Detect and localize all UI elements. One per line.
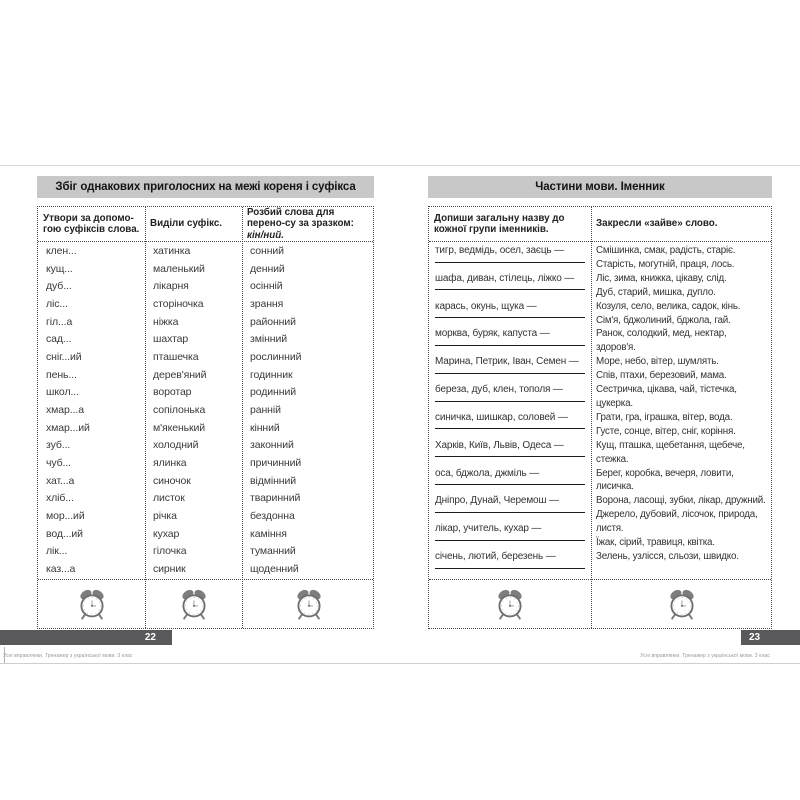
word-stem: хат...а	[46, 474, 75, 487]
word-stem: хмар...ий	[46, 421, 90, 434]
left-exercise-table	[37, 206, 374, 629]
word-with-suffix: м'якенький	[153, 421, 206, 434]
right-page-number: 23	[749, 632, 761, 643]
word-set: Ворона, ласощі, зубки, лікар, дружний.	[596, 495, 766, 507]
word-with-suffix: гілочка	[153, 545, 187, 558]
column-divider	[242, 207, 243, 628]
word-set: Кущ, пташка, щебетання, щебече, стежка.	[596, 439, 745, 465]
word-for-hyphenation: родинний	[250, 386, 296, 399]
right-page-number-bar	[741, 630, 800, 645]
clock-row-divider	[429, 579, 771, 580]
answer-blank-line	[435, 401, 585, 402]
right-col1-header: Допиши загальну назву до кожної групи іменників.	[434, 212, 565, 235]
word-stem: школ...	[46, 386, 79, 399]
word-for-hyphenation: законний	[250, 439, 294, 452]
answer-blank-line	[435, 373, 585, 374]
answer-blank-line	[435, 456, 585, 457]
noun-group-words: оса, бджола, джміль —	[435, 467, 540, 479]
word-stem: каз...а	[46, 563, 76, 576]
alarm-clock-icon	[495, 588, 525, 620]
word-for-hyphenation: рослинний	[250, 351, 302, 364]
word-for-hyphenation: районний	[250, 315, 296, 328]
noun-group	[435, 328, 587, 356]
word-with-suffix: шахтар	[153, 333, 189, 346]
answer-blank-line	[435, 428, 585, 429]
clock-cell	[145, 581, 242, 626]
word-set: Сестричка, цікава, чай, тістечка, цукерка.	[596, 384, 737, 409]
noun-group-words: морква, буряк, капуста —	[435, 328, 550, 340]
noun-group-words: береза, дуб, клен, тополя —	[435, 384, 563, 396]
word-for-hyphenation: змінний	[250, 333, 287, 346]
left-page-title: Збіг однакових приголосних на межі кореня і суфікса	[37, 176, 374, 198]
word-stem: пень...	[46, 368, 77, 381]
word-stem: зуб...	[46, 439, 71, 452]
word-for-hyphenation: кінний	[250, 421, 280, 434]
word-for-hyphenation: каміння	[250, 527, 287, 540]
noun-group-words: шафа, диван, стілець, ліжко —	[435, 272, 575, 284]
right-exercise-table	[428, 206, 772, 629]
answer-blank-line	[435, 540, 585, 541]
word-for-hyphenation: денний	[250, 262, 285, 275]
column-divider	[591, 207, 592, 628]
noun-groups-list	[435, 245, 587, 579]
word-stem: сад...	[46, 333, 72, 346]
left-col2-word-list	[153, 243, 238, 579]
noun-group	[435, 273, 587, 301]
right-page-title: Частини мови. Іменник	[428, 176, 772, 198]
word-with-suffix: лікарня	[153, 280, 189, 293]
noun-group	[435, 551, 587, 579]
word-with-suffix: річка	[153, 510, 177, 523]
left-col3-word-list	[250, 243, 370, 579]
header-divider	[429, 241, 771, 242]
word-for-hyphenation: сонний	[250, 245, 284, 257]
word-for-hyphenation: бездонна	[250, 510, 295, 523]
word-set: Берег, коробка, вечеря, ловити, лисичка.	[596, 467, 734, 493]
right-page-footnote: Усні вправлянки. Тренажер з української мови. 3 клас	[640, 653, 770, 659]
word-stem: клен...	[46, 245, 77, 257]
word-set: Ранок, солодкий, мед, нектар, здоров'я.	[596, 328, 727, 354]
word-set: Грати, гра, іграшка, вітер, вода.	[596, 411, 733, 423]
word-stem: хліб...	[46, 492, 74, 505]
answer-blank-line	[435, 512, 585, 513]
noun-group-words: карась, окунь, щука —	[435, 300, 537, 312]
word-set: Густе, сонце, вітер, сніг, коріння.	[596, 425, 736, 437]
page-left	[37, 176, 374, 629]
word-set: Їжак, сірий, травиця, квітка.	[596, 537, 715, 549]
left-col3-header: Розбий слова для перено-су за зразком: кін/ний.	[247, 206, 354, 241]
noun-group-words: тигр, ведмідь, осел, заєць —	[435, 245, 564, 256]
word-set: Море, небо, вітер, шумлять.	[596, 356, 719, 368]
word-set: Ліс, зима, книжка, цікаву, слід.	[596, 272, 727, 284]
noun-group	[435, 384, 587, 412]
word-with-suffix: сирник	[153, 563, 186, 576]
word-with-suffix: холодний	[153, 439, 199, 452]
left-page-footnote: Усні вправлянки. Тренажер з української мови. 3 клас	[3, 653, 133, 659]
word-for-hyphenation: годинник	[250, 368, 293, 381]
answer-blank-line	[435, 289, 585, 290]
noun-group	[435, 412, 587, 440]
left-col2-header: Виділи суфікс.	[150, 218, 223, 230]
word-stem: сніг...ий	[46, 351, 82, 364]
word-for-hyphenation: тваринний	[250, 492, 301, 505]
word-stem: мор...ий	[46, 510, 85, 523]
word-set: Старість, могутній, праця, лось.	[596, 258, 735, 270]
noun-group	[435, 495, 587, 523]
left-col1-header: Утвори за допомо-гою суфіксів слова.	[43, 212, 140, 235]
word-with-suffix: синочок	[153, 474, 191, 487]
word-with-suffix: листок	[153, 492, 185, 505]
word-for-hyphenation: осінній	[250, 280, 283, 293]
word-with-suffix: сопілонька	[153, 404, 206, 417]
word-with-suffix: дерев'яний	[153, 368, 207, 381]
clock-cell	[591, 581, 773, 626]
word-with-suffix: пташечка	[153, 351, 199, 364]
word-with-suffix: хатинка	[153, 245, 191, 257]
word-with-suffix: сторіночка	[153, 298, 204, 311]
alarm-clock-icon	[77, 588, 107, 620]
alarm-clock-icon	[294, 588, 324, 620]
column-divider	[145, 207, 146, 628]
word-stem: ліс...	[46, 298, 68, 311]
answer-blank-line	[435, 568, 585, 569]
page-right	[428, 176, 772, 629]
noun-group-words: січень, лютий, березень —	[435, 551, 556, 563]
left-page-number: 22	[144, 632, 156, 643]
noun-group-words: синичка, шишкар, соловей —	[435, 411, 568, 423]
word-for-hyphenation: причинний	[250, 457, 302, 470]
answer-blank-line	[435, 262, 585, 263]
word-with-suffix: маленький	[153, 262, 205, 275]
page-top-edge	[0, 165, 800, 166]
word-set: Дуб, старий, мишка, дупло.	[596, 286, 716, 298]
noun-group-words: Харків, Київ, Львів, Одеса —	[435, 439, 564, 451]
page-bottom-edge	[0, 663, 800, 664]
answer-blank-line	[435, 317, 585, 318]
word-stem: кущ...	[46, 262, 73, 275]
clock-row-divider	[38, 579, 373, 580]
word-set: Смішинка, смак, радість, старіє.	[596, 245, 736, 256]
word-with-suffix: воротар	[153, 386, 192, 399]
word-set: Джерело, дубовий, лісочок, природа, листя.	[596, 509, 758, 535]
word-for-hyphenation: зрання	[250, 298, 284, 311]
noun-group-words: лікар, учитель, кухар —	[435, 523, 542, 535]
word-stem: хмар...а	[46, 404, 84, 417]
word-stem: дуб...	[46, 280, 72, 293]
word-stem: гіл...а	[46, 315, 73, 328]
alarm-clock-icon	[179, 588, 209, 620]
word-with-suffix: ніжка	[153, 315, 179, 328]
alarm-clock-icon	[667, 588, 697, 620]
noun-group	[435, 356, 587, 384]
word-for-hyphenation: щоденний	[250, 563, 299, 576]
answer-blank-line	[435, 345, 585, 346]
word-for-hyphenation: ранній	[250, 404, 281, 417]
left-col1-word-list	[46, 243, 141, 579]
noun-group	[435, 523, 587, 551]
odd-word-sentences-list	[596, 244, 768, 564]
clock-cell	[429, 581, 591, 626]
word-set: Сім'я, бджолиний, бджола, гай.	[596, 314, 731, 326]
word-set: Спів, птахи, березовий, мама.	[596, 370, 727, 382]
word-set: Козуля, село, велика, садок, кінь.	[596, 300, 741, 312]
noun-group	[435, 440, 587, 468]
clock-cell	[242, 581, 375, 626]
word-set: Зелень, узлісся, сльози, швидко.	[596, 550, 739, 562]
clock-cell	[38, 581, 145, 626]
noun-group	[435, 245, 587, 273]
noun-group-words: Дніпро, Дунай, Черемош —	[435, 495, 559, 507]
example-word: кін/ний.	[247, 229, 284, 241]
left-page-number-bar	[0, 630, 172, 645]
noun-group	[435, 468, 587, 496]
noun-group-words: Марина, Петрик, Іван, Семен —	[435, 356, 579, 368]
word-stem: чуб...	[46, 457, 72, 470]
word-with-suffix: кухар	[153, 527, 180, 540]
noun-group	[435, 301, 587, 329]
right-col2-header: Закресли «зайве» слово.	[596, 218, 718, 230]
word-stem: лік...	[46, 545, 68, 558]
word-for-hyphenation: туманний	[250, 545, 296, 558]
word-with-suffix: ялинка	[153, 457, 187, 470]
answer-blank-line	[435, 484, 585, 485]
word-stem: вод...ий	[46, 527, 83, 540]
word-for-hyphenation: відмінний	[250, 474, 297, 487]
